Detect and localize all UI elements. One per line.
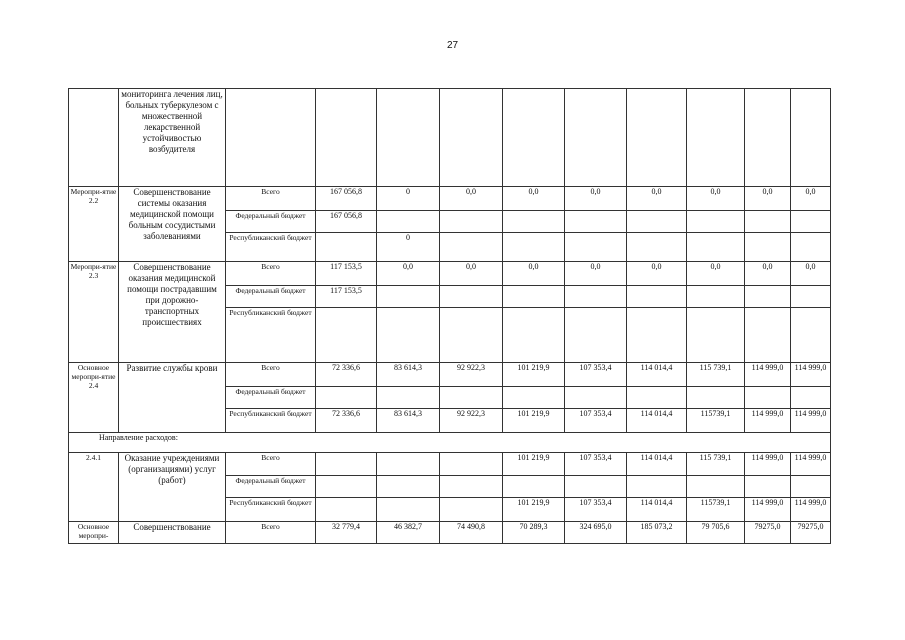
amount-cell: 0,0 <box>745 187 791 211</box>
amount-cell: 83 614,3 <box>377 409 440 433</box>
table-row <box>69 433 831 453</box>
amount-cell: 115 739,1 <box>687 363 745 387</box>
amount-cell: 101 219,9 <box>503 363 565 387</box>
table-body <box>69 89 831 544</box>
amount-cell <box>687 476 745 498</box>
code-cell <box>69 89 119 187</box>
amount-cell <box>565 476 627 498</box>
amount-cell <box>791 476 831 498</box>
value-cell <box>316 89 377 187</box>
amount-cell <box>377 286 440 308</box>
amount-cell: 92 922,3 <box>440 363 503 387</box>
amount-cell: 46 382,7 <box>377 522 440 544</box>
amount-cell: 0,0 <box>440 187 503 211</box>
amount-cell <box>440 476 503 498</box>
amount-cell: 79275,0 <box>791 522 831 544</box>
amount-cell: 114 014,4 <box>627 363 687 387</box>
amount-cell <box>791 286 831 308</box>
table-row <box>69 187 831 211</box>
amount-cell <box>745 233 791 262</box>
table-row <box>69 522 831 544</box>
amount-cell: 74 490,8 <box>440 522 503 544</box>
measure-description-cell: Совершенствование системы оказания медицинской помощи больным сосудистыми заболеваниями <box>119 187 226 262</box>
amount-cell: 101 219,9 <box>503 453 565 476</box>
amount-cell: 0,0 <box>565 262 627 286</box>
amount-cell: 0,0 <box>503 262 565 286</box>
funding-source-cell: Федеральный бюджет <box>226 286 316 308</box>
value-cell <box>503 89 565 187</box>
description-cell: мониторинга лечения лиц, больных туберкулезом с множественной лекарственной устойчивостью возбудителя <box>119 89 226 187</box>
amount-cell: 114 014,4 <box>627 453 687 476</box>
amount-cell: 115 739,1 <box>687 453 745 476</box>
amount-cell <box>440 211 503 233</box>
table-row <box>69 262 831 286</box>
amount-cell <box>745 308 791 363</box>
amount-cell <box>627 308 687 363</box>
amount-cell <box>377 308 440 363</box>
amount-cell: 114 999,0 <box>745 453 791 476</box>
funding-source-cell: Федеральный бюджет <box>226 387 316 409</box>
funding-source-cell: Всего <box>226 187 316 211</box>
funding-source-cell: Всего <box>226 522 316 544</box>
amount-cell <box>791 211 831 233</box>
amount-cell <box>377 498 440 522</box>
amount-cell: 0,0 <box>745 262 791 286</box>
amount-cell <box>503 308 565 363</box>
amount-cell: 0,0 <box>791 262 831 286</box>
expense-direction-note: Направление расходов: <box>69 433 831 453</box>
value-cell <box>440 89 503 187</box>
amount-cell <box>565 211 627 233</box>
amount-cell: 0,0 <box>440 262 503 286</box>
amount-cell: 0 <box>377 233 440 262</box>
amount-cell <box>745 211 791 233</box>
amount-cell <box>745 286 791 308</box>
amount-cell: 0,0 <box>627 262 687 286</box>
amount-cell <box>377 453 440 476</box>
amount-cell: 114 999,0 <box>791 453 831 476</box>
table-row <box>69 453 831 476</box>
amount-cell: 79 705,6 <box>687 522 745 544</box>
amount-cell: 114 014,4 <box>627 409 687 433</box>
amount-cell: 167 056,8 <box>316 211 377 233</box>
amount-cell: 0,0 <box>687 187 745 211</box>
measure-code-cell: Меропри-ятие 2.3 <box>69 262 119 363</box>
funding-source-cell: Республиканский бюджет <box>226 409 316 433</box>
amount-cell: 114 999,0 <box>745 498 791 522</box>
table-row <box>69 363 831 387</box>
amount-cell: 0 <box>377 187 440 211</box>
amount-cell <box>440 387 503 409</box>
amount-cell: 185 073,2 <box>627 522 687 544</box>
amount-cell <box>745 387 791 409</box>
amount-cell: 114 999,0 <box>791 498 831 522</box>
funding-source-cell: Федеральный бюджет <box>226 211 316 233</box>
amount-cell: 0,0 <box>627 187 687 211</box>
funding-source-cell: Всего <box>226 262 316 286</box>
amount-cell: 0,0 <box>687 262 745 286</box>
measure-description-cell: Оказание учреждениями (организациями) услуг (работ) <box>119 453 226 522</box>
amount-cell <box>503 286 565 308</box>
amount-cell <box>377 476 440 498</box>
amount-cell <box>565 286 627 308</box>
amount-cell: 79275,0 <box>745 522 791 544</box>
amount-cell <box>503 233 565 262</box>
amount-cell: 107 353,4 <box>565 453 627 476</box>
amount-cell <box>377 387 440 409</box>
amount-cell: 72 336,6 <box>316 409 377 433</box>
amount-cell: 70 289,3 <box>503 522 565 544</box>
amount-cell: 83 614,3 <box>377 363 440 387</box>
amount-cell: 92 922,3 <box>440 409 503 433</box>
amount-cell: 0,0 <box>791 187 831 211</box>
amount-cell <box>627 286 687 308</box>
measure-description-cell: Развитие службы крови <box>119 363 226 433</box>
funding-source-cell: Всего <box>226 363 316 387</box>
amount-cell <box>745 476 791 498</box>
measure-description-cell: Совершенствование <box>119 522 226 544</box>
amount-cell <box>316 387 377 409</box>
amount-cell <box>687 286 745 308</box>
amount-cell: 101 219,9 <box>503 409 565 433</box>
amount-cell: 107 353,4 <box>565 498 627 522</box>
amount-cell <box>627 387 687 409</box>
amount-cell <box>377 211 440 233</box>
amount-cell <box>316 476 377 498</box>
funding-source-cell: Республиканский бюджет <box>226 233 316 262</box>
amount-cell <box>565 387 627 409</box>
amount-cell <box>316 453 377 476</box>
amount-cell <box>687 387 745 409</box>
amount-cell: 101 219,9 <box>503 498 565 522</box>
amount-cell <box>627 476 687 498</box>
amount-cell: 107 353,4 <box>565 363 627 387</box>
measure-code-cell: 2.4.1 <box>69 453 119 522</box>
amount-cell: 115739,1 <box>687 498 745 522</box>
amount-cell: 72 336,6 <box>316 363 377 387</box>
amount-cell <box>440 233 503 262</box>
amount-cell: 167 056,8 <box>316 187 377 211</box>
amount-cell: 114 999,0 <box>745 363 791 387</box>
amount-cell <box>503 476 565 498</box>
amount-cell: 32 779,4 <box>316 522 377 544</box>
amount-cell <box>687 211 745 233</box>
amount-cell <box>687 233 745 262</box>
measure-description-cell: Совершенствование оказания медицинской помощи пострадавшим при дорожно-транспортных происшествиях <box>119 262 226 363</box>
amount-cell: 324 695,0 <box>565 522 627 544</box>
table-row <box>69 89 831 187</box>
amount-cell <box>627 233 687 262</box>
value-cell <box>565 89 627 187</box>
amount-cell: 0,0 <box>377 262 440 286</box>
amount-cell <box>316 233 377 262</box>
value-cell <box>226 89 316 187</box>
amount-cell <box>791 308 831 363</box>
amount-cell: 114 999,0 <box>791 409 831 433</box>
amount-cell: 114 999,0 <box>745 409 791 433</box>
amount-cell <box>791 387 831 409</box>
amount-cell: 114 014,4 <box>627 498 687 522</box>
value-cell <box>627 89 687 187</box>
amount-cell: 107 353,4 <box>565 409 627 433</box>
amount-cell <box>565 308 627 363</box>
value-cell <box>791 89 831 187</box>
value-cell <box>377 89 440 187</box>
amount-cell <box>503 211 565 233</box>
funding-source-cell: Республиканский бюджет <box>226 498 316 522</box>
funding-source-cell: Республиканский бюджет <box>226 308 316 363</box>
amount-cell: 0,0 <box>565 187 627 211</box>
measure-code-cell: Основное меропри-ятие 2.4 <box>69 363 119 433</box>
amount-cell <box>440 453 503 476</box>
amount-cell: 114 999,0 <box>791 363 831 387</box>
amount-cell <box>565 233 627 262</box>
amount-cell <box>627 211 687 233</box>
amount-cell <box>687 308 745 363</box>
amount-cell <box>503 387 565 409</box>
amount-cell <box>440 286 503 308</box>
amount-cell <box>440 308 503 363</box>
funding-source-cell: Всего <box>226 453 316 476</box>
amount-cell <box>316 308 377 363</box>
amount-cell <box>440 498 503 522</box>
value-cell <box>687 89 745 187</box>
amount-cell: 117 153,5 <box>316 286 377 308</box>
budget-table <box>68 88 831 544</box>
amount-cell <box>316 498 377 522</box>
amount-cell <box>791 233 831 262</box>
amount-cell: 0,0 <box>503 187 565 211</box>
amount-cell: 115739,1 <box>687 409 745 433</box>
measure-code-cell: Основное меропри- <box>69 522 119 544</box>
page-number: 27 <box>446 40 459 51</box>
value-cell <box>745 89 791 187</box>
amount-cell: 117 153,5 <box>316 262 377 286</box>
measure-code-cell: Меропри-ятие 2.2 <box>69 187 119 262</box>
funding-source-cell: Федеральный бюджет <box>226 476 316 498</box>
